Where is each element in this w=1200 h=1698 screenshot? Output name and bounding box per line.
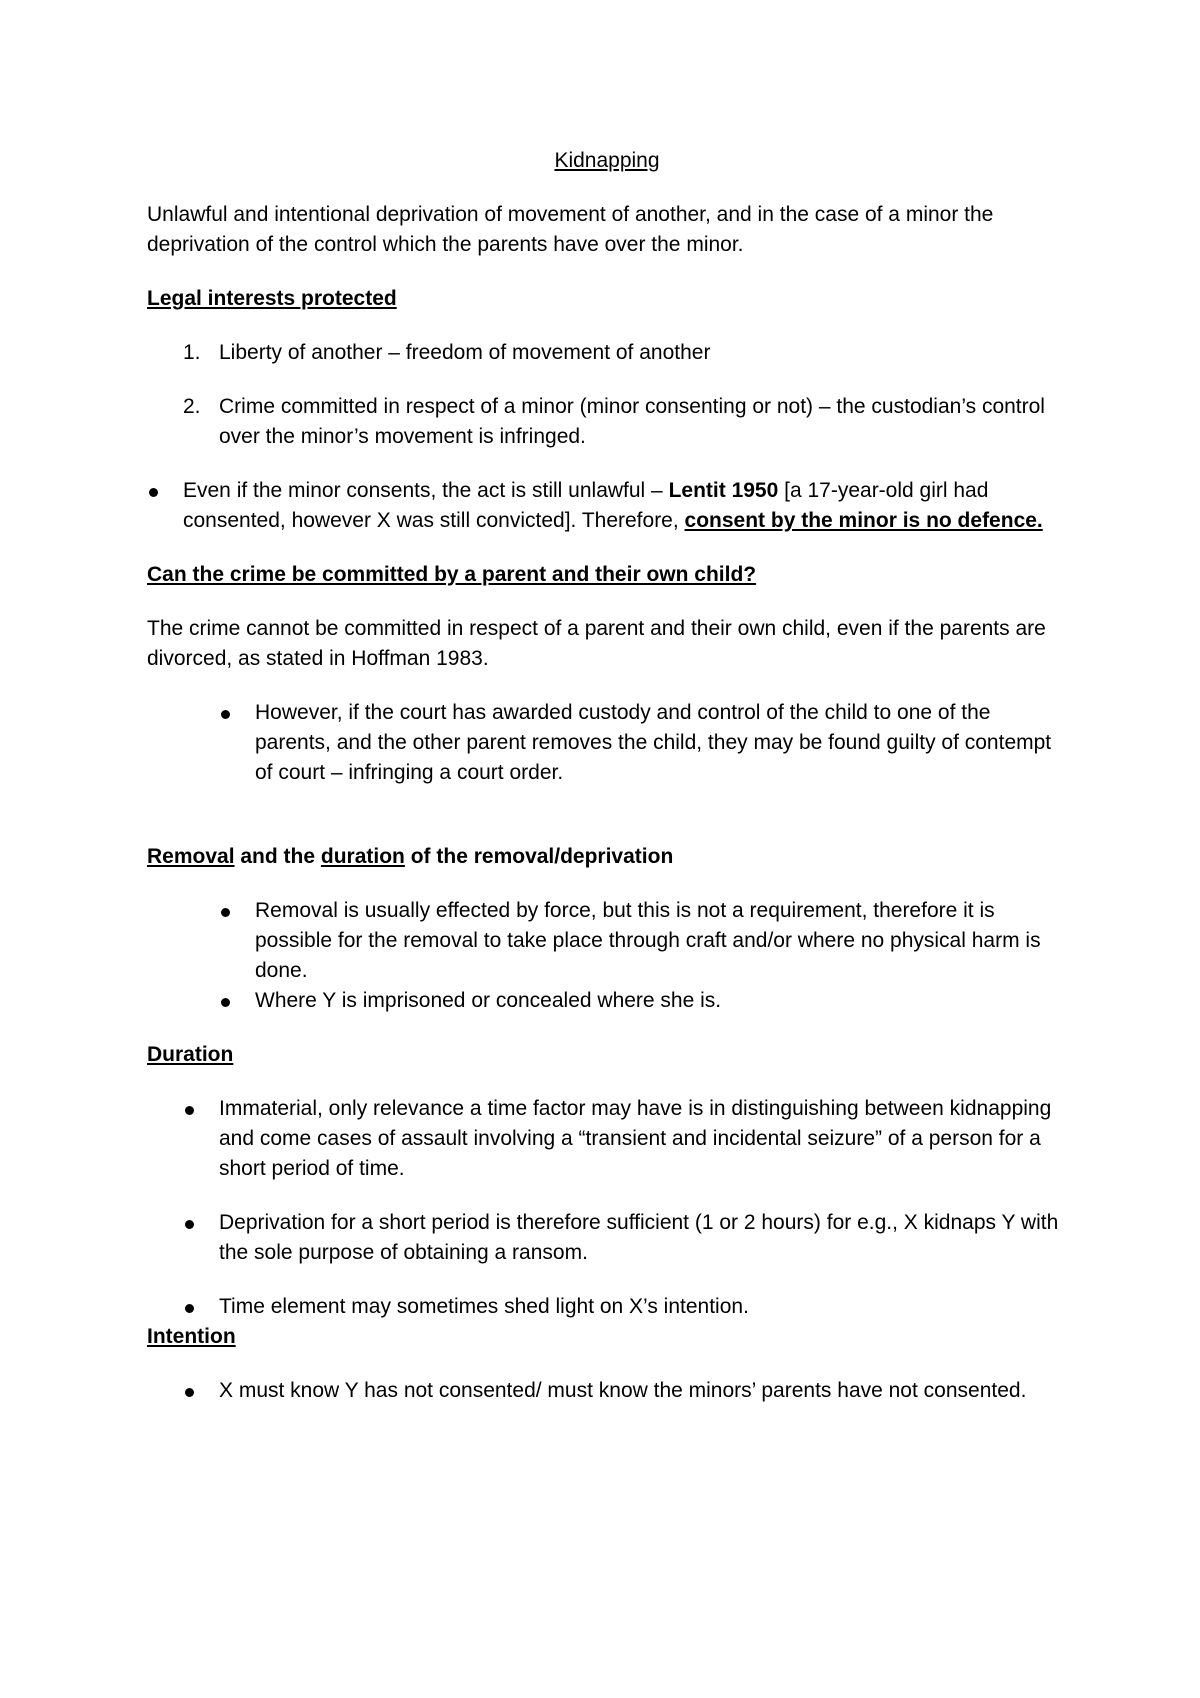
heading-part: and the (234, 845, 321, 868)
bullet-icon (185, 1376, 194, 1406)
heading-part: duration (320, 845, 405, 868)
bullet-text: Removal is usually effected by force, but this is not a requirement, therefore it is possible for the removal to take place through craft and/or where no physical harm is done. (255, 899, 1041, 982)
bullet-icon (221, 698, 230, 728)
bullet-icon (185, 1292, 194, 1322)
duration-bullet-2 (147, 1208, 1067, 1268)
intention-bullet-1 (147, 1376, 1067, 1406)
custody-bullet (147, 698, 1067, 788)
numbered-item-2 (147, 392, 1067, 452)
parent-child-heading: Can the crime be committed by a parent and their own child? (147, 563, 757, 586)
document-title: Kidnapping (554, 149, 660, 172)
bullet-icon (149, 476, 158, 506)
duration-bullet-3 (147, 1292, 1067, 1322)
bullet-icon (221, 986, 230, 1016)
bullet-icon (221, 896, 230, 926)
bullet-text: Deprivation for a short period is therefore sufficient (1 or 2 hours) for e.g., X kidnaps Y with the sole purpose of obtaining a ransom. (219, 1211, 1059, 1264)
bullet-text (147, 476, 1067, 536)
bullet-text: X must know Y has not consented/ must know the minors’ parents have not consented. (219, 1379, 1027, 1402)
bullet-text-part: [a 17-year-old girl had consented, however X was still convicted]. Therefore, (183, 479, 989, 532)
item-number: 1. (183, 341, 201, 364)
bullet-text: Where Y is imprisoned or concealed where she is. (255, 989, 722, 1012)
removal-heading (147, 842, 1067, 872)
numbered-item-1 (147, 338, 1067, 368)
item-text: Liberty of another – freedom of movement of another (219, 341, 711, 364)
removal-bullet-2 (147, 986, 1067, 1016)
parent-child-paragraph: The crime cannot be committed in respect of a parent and their own child, even if the parents are divorced, as stated in Hoffman 1983. (147, 617, 1046, 670)
consent-bullet (147, 476, 1067, 536)
case-name: Lentit 1950 (668, 479, 779, 502)
duration-heading: Duration (147, 1043, 234, 1066)
bullet-text: Time element may sometimes shed light on X’s intention. (219, 1295, 749, 1318)
heading-part: of the removal/deprivation (404, 845, 674, 868)
duration-bullet-1 (147, 1094, 1067, 1184)
intention-heading: Intention (147, 1325, 236, 1348)
bullet-text: However, if the court has awarded custody and control of the child to one of the parents, and the other parent removes the child, they may be found guilty of contempt of court – infringing a court order. (255, 701, 1052, 784)
emphasis-text: consent by the minor is no defence. (684, 509, 1043, 532)
bullet-text-part: Even if the minor consents, the act is still unlawful – (183, 479, 669, 502)
heading-part: Removal (147, 845, 235, 868)
item-text: Crime committed in respect of a minor (minor consenting or not) – the custodian’s control over the minor’s movement is infringed. (219, 395, 1045, 448)
item-number: 2. (183, 395, 201, 418)
document-page (147, 146, 1067, 1430)
bullet-icon (185, 1094, 194, 1124)
legal-interests-heading: Legal interests protected (147, 287, 397, 310)
definition-paragraph: Unlawful and intentional deprivation of movement of another, and in the case of a minor the deprivation of the control which the parents have over the minor. (147, 203, 994, 256)
bullet-icon (185, 1208, 194, 1238)
removal-bullet-1 (147, 896, 1067, 986)
bullet-text: Immaterial, only relevance a time factor may have is in distinguishing between kidnapping and come cases of assault involving a “transient and incidental seizure” of a person for a short period of time. (219, 1097, 1052, 1180)
